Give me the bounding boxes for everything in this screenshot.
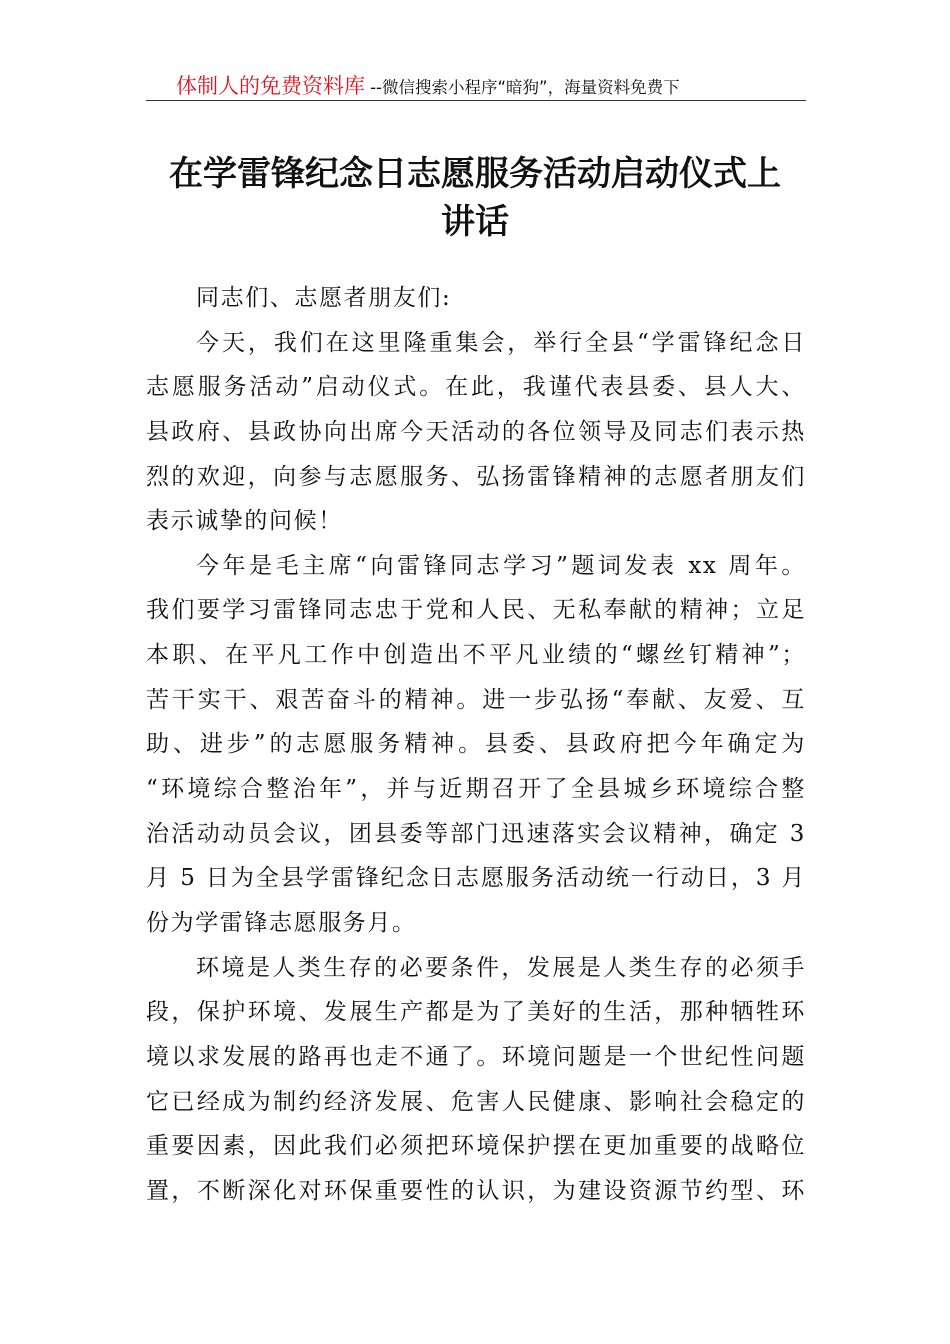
paragraph-line: 置，不断深化对环保重要性的认识，为建设资源节约型、环 (146, 1177, 806, 1204)
paragraph (146, 950, 806, 1218)
paragraph-line: 苦干实干、艰苦奋斗的精神。进一步弘扬“奉献、友爱、互 (146, 686, 806, 713)
title-line-1: 在学雷锋纪念日志愿服务活动启动仪式上 (169, 154, 781, 194)
document-title (120, 150, 830, 246)
paragraph-line: 它已经成为制约经济发展、危害人民健康、影响社会稳定的 (146, 1088, 806, 1115)
paragraph-line: 治活动动员会议，团县委等部门迅速落实会议精神，确定 3 (146, 820, 806, 847)
paragraph-line: 份为学雷锋志愿服务月。 (146, 909, 417, 936)
paragraph-line: 今年是毛主席“向雷锋同志学习”题词发表 xx 周年。 (196, 552, 806, 579)
header-slogan: --微信搜索小程序“暗狗”，海量资料免费下 (370, 78, 680, 97)
paragraph-line: 烈的欢迎，向参与志愿服务、弘扬雷锋精神的志愿者朋友们 (146, 463, 806, 490)
title-line-2: 讲话 (441, 202, 509, 242)
paragraph-line: 志愿服务活动”启动仪式。在此，我谨代表县委、县人大、 (146, 374, 806, 401)
paragraph-line: “环境综合整治年”，并与近期召开了全县城乡环境综合整 (146, 776, 806, 803)
paragraph-line: 本职、在平凡工作中创造出不平凡业绩的“螺丝钉精神”； (146, 642, 806, 669)
page-header (146, 70, 806, 101)
paragraph-line: 境以求发展的路再也走不通了。环境问题是一个世纪性问题 (146, 1043, 806, 1070)
paragraph (146, 548, 806, 950)
paragraph-line: 助、进步”的志愿服务精神。县委、县政府把今年确定为 (146, 731, 806, 758)
paragraph-line: 段，保护环境、发展生产都是为了美好的生活，那种牺牲环 (146, 999, 806, 1026)
paragraph-line: 我们要学习雷锋同志忠于党和人民、无私奉献的精神；立足 (146, 597, 806, 624)
paragraph-line: 重要因素，因此我们必须把环境保护摆在更加重要的战略位 (146, 1133, 806, 1160)
paragraph-line: 县政府、县政协向出席今天活动的各位领导及同志们表示热 (146, 418, 806, 445)
paragraph-line: 月 5 日为全县学雷锋纪念日志愿服务活动统一行动日，3 月 (146, 865, 806, 892)
paragraph (146, 280, 806, 325)
document-body (146, 280, 806, 1217)
paragraph-line: 环境是人类生存的必要条件，发展是人类生存的必须手 (196, 954, 806, 981)
paragraph-line: 今天，我们在这里隆重集会，举行全县“学雷锋纪念日 (196, 329, 806, 356)
paragraph (146, 325, 806, 548)
paragraph-line: 表示诚挚的问候！ (146, 508, 343, 535)
paragraph-line: 同志们、志愿者朋友们: (196, 285, 452, 311)
header-brand: 体制人的免费资料库 (176, 74, 365, 98)
